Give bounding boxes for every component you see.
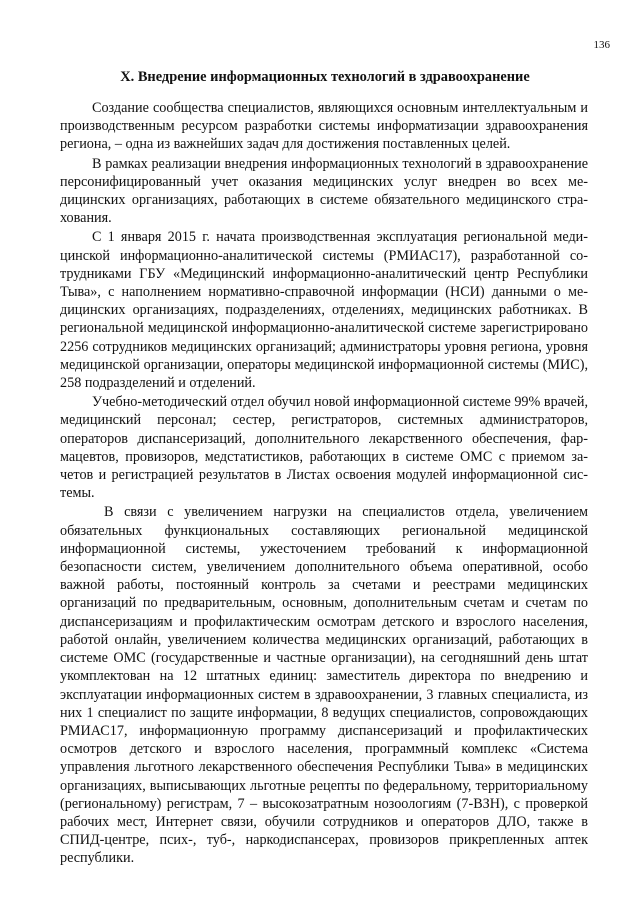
page-number: 136 bbox=[593, 39, 610, 51]
paragraph-community: Создание сообщества специалистов, являющихся основным интеллектуальным и производственным ресурсом разработки системы информатизации здравоохранения региона, – одна из важнейших задач для достижения поставленных целей. bbox=[60, 100, 588, 153]
paragraph-staffing: В связи с увеличением нагрузки на специалистов отдела, увеличением обязательных функциональных составляющих региональной медицинской информационной системы, ужесточением требований к информационной безопасности систем, увеличением дополнительного объема оперативной, особо важной работы, постоянный контроль за счетами и реестрами медицинских организаций по предварительным, основным, дополнительным счетам и счетам по диспансеризациям и профилактическим осмотрам детского и взрослого населения, работой онлайн, увеличением количества медицинских организаций, работающих в системе ОМС (государственные и частные организации), на сегодняшний день штат укомплектован на 12 штатных единиц: заместитель директора по внедрению и эксплуатации информационных систем в здравоохранении, 3 главных специалиста, из них 1 специалист по защите информации, 8 ведущих специалистов, сопровождающих РМИАС17, информационную программу диспансеризаций и профилактических осмотров детского и взрослого населения, программный комплекс «Система управления льготного лекарственного обеспечения Республики Тыва» в медицинских организациях, выписывающих льготные рецепты по федеральному, территориальному (региональному) регистрам, 7 – высокозатратным нозоологиям (7-ВЗН), с проверкой рабочих мест, Интернет связи, обучили сотрудников и операторов ДЛО, также в СПИД-центре, псих-, туб-, наркодиспансерах, провизоров прикрепленных аптек республики. bbox=[60, 504, 588, 867]
paragraph-training: Учебно-методический отдел обучил новой информационной системе 99% врачей, медицинский персонал; сестер, регистраторов, системных администраторов, операторов диспансеризаций, дополнительного лекарственного обеспечения, фармацевтов, провизоров, медстатистиков, работающих в системе ОМС с приемом зачетов и регистрацией результатов в Листах освоения модулей информационной системы. bbox=[60, 394, 588, 502]
section-heading: X. Внедрение информационных технологий в здравоохранение bbox=[120, 69, 530, 85]
paragraph-personified-accounting: В рамках реализации внедрения информационных технологий в здравоохранение персонифицированный учет оказания медицинских услуг внедрен во всех медицинских организациях, работающих в системе обязательного медицинского страхования. bbox=[60, 155, 588, 227]
body-text bbox=[60, 99, 588, 869]
paragraph-rmias-launch: С 1 января 2015 г. начата производственная эксплуатация региональной медицинской информационно-аналитической системы (РМИАС17), разработанной сотрудниками ГБУ «Медицинский информационно-аналитический центр Республики Тыва», с наполнением нормативно-справочной информации (НСИ) данными о медицинских организациях, подразделениях, отделениях, медицинских работниках. В региональной медицинской информационно-аналитической системе зарегистрировано 2256 сотрудников медицинских организаций; администраторы уровня региона, уровня медицинской организации, операторы медицинской информационной системы (МИС), 258 подразделений и отделений. bbox=[60, 229, 588, 392]
